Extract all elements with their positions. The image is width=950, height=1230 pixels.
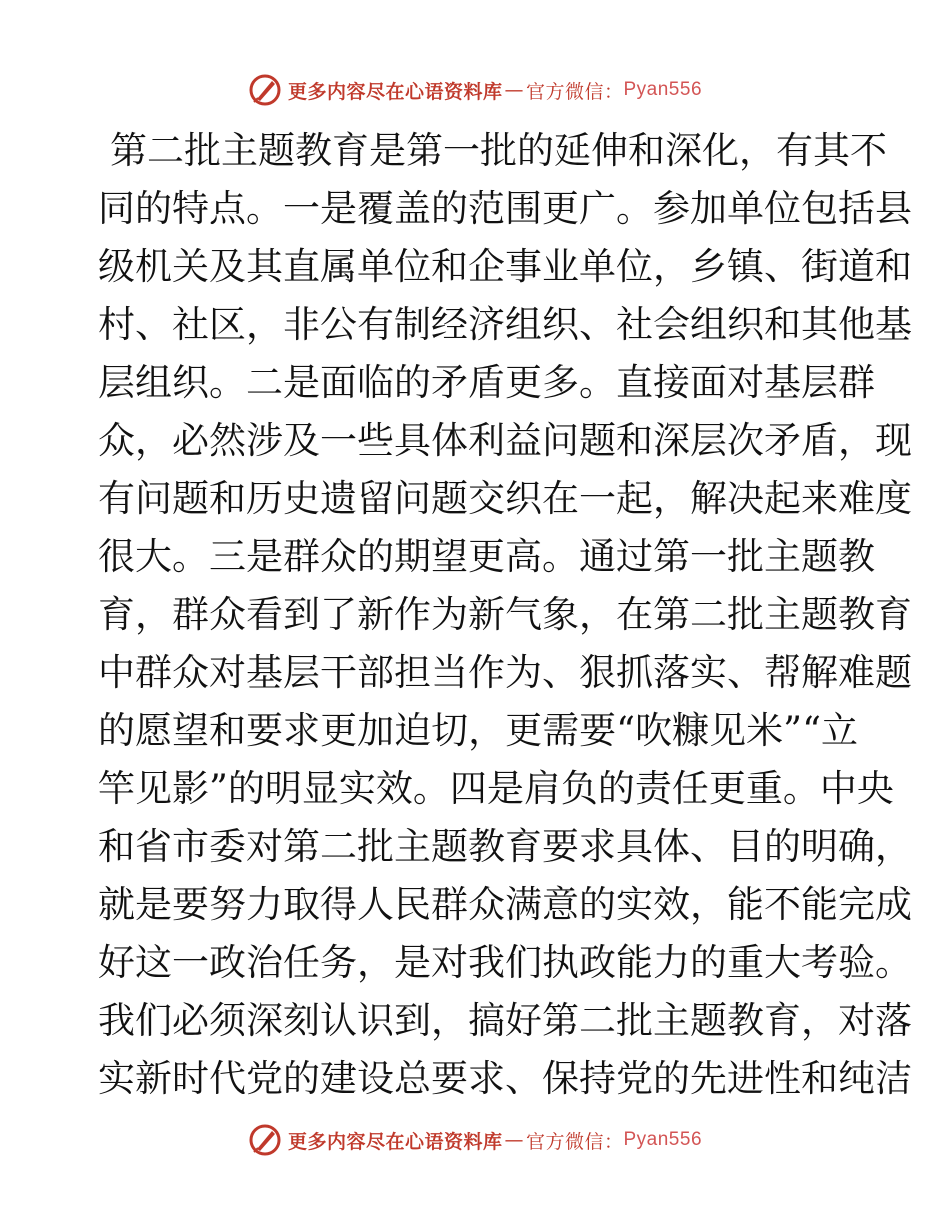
watermark-id: Pyan556 (623, 1129, 703, 1150)
watermark-separator: — (504, 1129, 524, 1151)
body-line: 同的特点。一是覆盖的范围更广。参加单位包括县 (98, 187, 912, 230)
header-watermark (0, 70, 950, 110)
body-line: 育，群众看到了新作为新气象，在第二批主题教育 (98, 593, 912, 636)
body-line: 中群众对基层干部担当作为、狠抓落实、帮解难题 (98, 651, 912, 694)
quill-logo-icon (248, 73, 282, 107)
footer-watermark (0, 1120, 950, 1160)
body-line: 第二批主题教育是第一批的延伸和深化，有其不 (110, 129, 887, 172)
watermark-label: 官方微信： (525, 80, 624, 103)
body-line: 有问题和历史遗留问题交织在一起，解决起来难度 (98, 477, 912, 520)
body-line: 级机关及其直属单位和企事业单位，乡镇、街道和 (98, 245, 912, 288)
body-line: 村、社区，非公有制经济组织、社会组织和其他基 (98, 303, 912, 346)
body-line: 众，必然涉及一些具体利益问题和深层次矛盾，现 (98, 419, 912, 462)
watermark-id: Pyan556 (623, 79, 703, 100)
quill-logo-icon (248, 1123, 282, 1157)
watermark-brand: 更多内容尽在心语资料库 (287, 1130, 503, 1153)
body-line: 层组织。二是面临的矛盾更多。直接面对基层群 (98, 361, 875, 404)
body-line: 我们必须深刻认识到，搞好第二批主题教育，对落 (98, 999, 912, 1042)
body-line: 很大。三是群众的期望更高。通过第一批主题教 (98, 535, 875, 578)
body-line: 就是要努力取得人民群众满意的实效，能不能完成 (98, 883, 912, 926)
body-line: 好这一政治任务，是对我们执政能力的重大考验。 (98, 941, 912, 984)
watermark-separator: — (504, 79, 524, 101)
document-body (98, 122, 912, 1108)
body-line: 竿见影”的明显实效。四是肩负的责任更重。中央 (98, 767, 894, 810)
body-line: 的愿望和要求更加迫切，更需要“吹糠见米”“立 (98, 709, 858, 752)
watermark-brand: 更多内容尽在心语资料库 (287, 80, 503, 103)
body-line: 和省市委对第二批主题教育要求具体、目的明确， (98, 825, 912, 868)
body-line: 实新时代党的建设总要求、保持党的先进性和纯洁 (98, 1057, 912, 1100)
watermark-label: 官方微信： (525, 1130, 624, 1153)
